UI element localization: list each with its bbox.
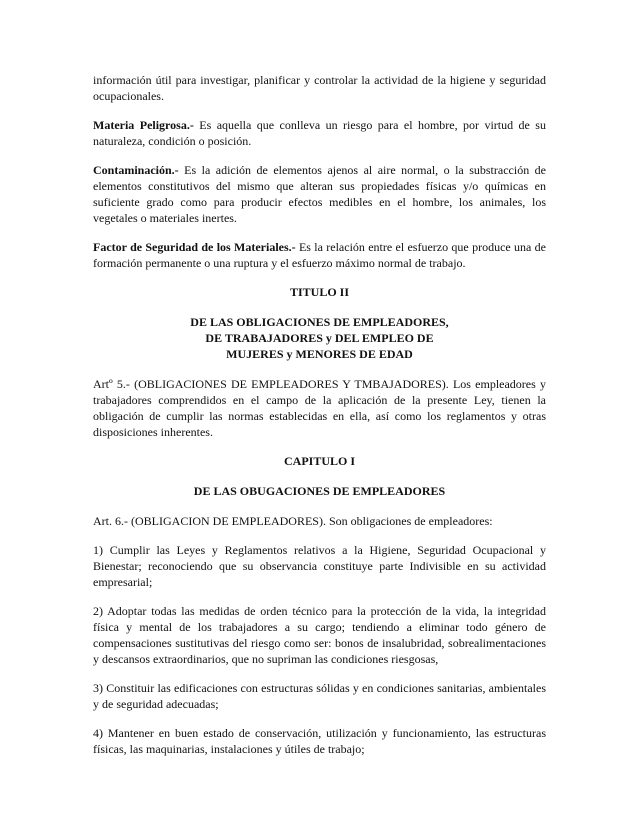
- list-item-2: 2) Adoptar todas las medidas de orden técnico para la protección de la vida, la integridad física y mental de los trabajadores a su cargo; tendiendo a eliminar todo género de compensaciones sustitutivas del riesgo como ser: bonos de insalubridad, sobrealimentaciones y descansos extraordinarios, que no supriman las condiciones riesgosas,: [93, 604, 546, 666]
- titulo-heading: TITULO II: [289, 285, 350, 299]
- article-6: Art. 6.- (OBLIGACION DE EMPLEADORES). Son obligaciones de empleadores:: [93, 514, 493, 528]
- definition-factor-seguridad: [93, 239, 546, 271]
- definition-text: Es la adición de elementos ajenos al aire normal, o la substracción de elementos constitutivos del mismo que alteran sus propiedades físicas y/o químicas en suficiente grado como para producir efectos medibles en el hombre, los animales, los vegetales o materiales inertes.: [93, 163, 546, 225]
- definition-contaminacion: [93, 162, 546, 226]
- capitulo-heading: CAPITULO I: [283, 454, 355, 468]
- paragraph-intro: información útil para investigar, planificar y controlar la actividad de la higiene y seguridad ocupacionales.: [93, 73, 546, 103]
- titulo-title-line: MUJERES y MENORES DE EDAD: [226, 347, 413, 361]
- list-item-4: 4) Mantener en buen estado de conservación, utilización y funcionamiento, las estructuras físicas, las maquinarias, instalaciones y útiles de trabajo;: [93, 726, 546, 756]
- titulo-title-line: DE TRABAJADORES y DEL EMPLEO DE: [205, 331, 434, 345]
- definition-term: Materia Peligrosa.-: [93, 118, 194, 132]
- titulo-title: [93, 314, 546, 362]
- document-body: [93, 72, 546, 770]
- list-item-3: 3) Constituir las edificaciones con estructuras sólidas y en condiciones sanitarias, ambientales y de seguridad adecuadas;: [93, 681, 546, 711]
- definition-materia-peligrosa: [93, 117, 546, 149]
- list-item-1: 1) Cumplir las Leyes y Reglamentos relativos a la Higiene, Seguridad Ocupacional y Bienestar; reconociendo que su observancia constituye parte Indivisible en su actividad empresarial;: [93, 543, 546, 589]
- definition-term: Contaminación.-: [93, 163, 179, 177]
- titulo-title-line: DE LAS OBLIGACIONES DE EMPLEADORES,: [190, 315, 449, 329]
- capitulo-subheading: DE LAS OBUGACIONES DE EMPLEADORES: [193, 484, 446, 498]
- definition-text: Es aquella que conlleva un riesgo para el hombre, por virtud de su naturaleza, condición o posición.: [93, 118, 546, 148]
- definition-text: Es la relación entre el esfuerzo que produce una de formación permanente o una ruptura y el esfuerzo máximo normal de trabajo.: [93, 240, 546, 270]
- definition-term: Factor de Seguridad de los Materiales.-: [93, 240, 296, 254]
- article-5: Artº 5.- (OBLIGACIONES DE EMPLEADORES Y TMBAJADORES). Los empleadores y trabajadores comprendidos en el campo de la aplicación de la presente Ley, tienen la obligación de cumplir las normas establecidas en ella, así como los reglamentos y otras disposiciones inherentes.: [93, 377, 546, 439]
